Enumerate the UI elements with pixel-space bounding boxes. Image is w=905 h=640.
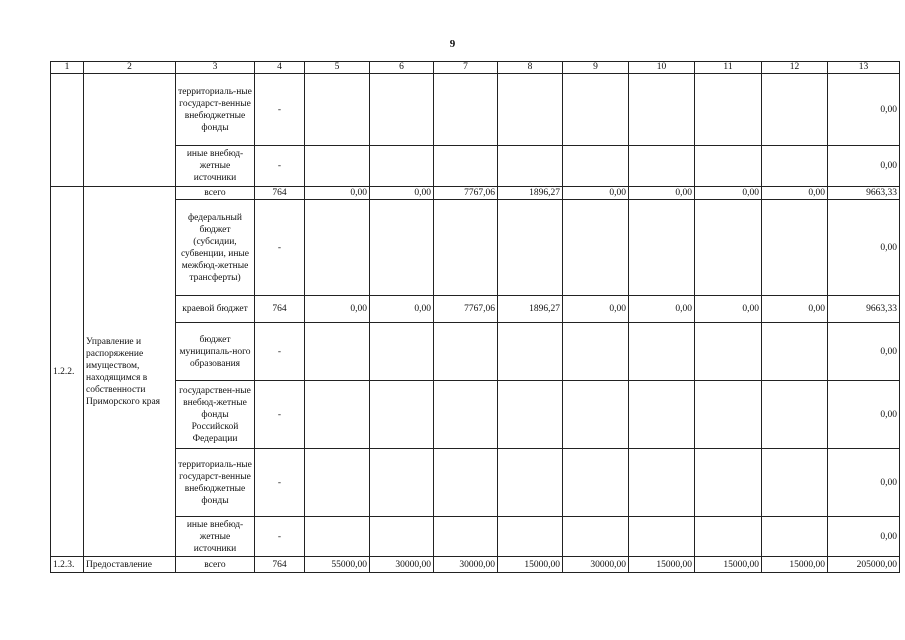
funding-source: федеральный бюджет (субсидии, субвенции, иные межбюд-жетные трансферты): [176, 200, 255, 296]
year-value: 0,00: [563, 296, 629, 323]
year-value: [762, 74, 828, 146]
year-value: [629, 449, 695, 517]
budget-code: -: [255, 146, 305, 187]
year-value: [629, 74, 695, 146]
year-value: [629, 517, 695, 557]
year-value: [434, 74, 498, 146]
funding-source: территориаль-ные государст-венные внебюджетные фонды: [176, 74, 255, 146]
table-row: [51, 557, 900, 573]
column-header: 7: [434, 62, 498, 74]
funding-source: всего: [176, 557, 255, 573]
table-row: [51, 296, 900, 323]
year-value: [305, 200, 370, 296]
year-value: [305, 74, 370, 146]
total-value: 9663,33: [828, 296, 900, 323]
year-value: 0,00: [695, 296, 762, 323]
year-value: 0,00: [370, 296, 434, 323]
column-header: 2: [84, 62, 176, 74]
year-value: [695, 517, 762, 557]
year-value: [762, 449, 828, 517]
total-value: 0,00: [828, 381, 900, 449]
year-value: [434, 381, 498, 449]
year-value: 0,00: [370, 187, 434, 200]
year-value: 15000,00: [762, 557, 828, 573]
year-value: [563, 200, 629, 296]
year-value: [305, 449, 370, 517]
total-value: 0,00: [828, 517, 900, 557]
year-value: [563, 74, 629, 146]
budget-code: 764: [255, 187, 305, 200]
total-value: 205000,00: [828, 557, 900, 573]
year-value: [370, 381, 434, 449]
column-header: 3: [176, 62, 255, 74]
year-value: [762, 517, 828, 557]
year-value: [434, 449, 498, 517]
year-value: [305, 381, 370, 449]
table-row: [51, 187, 900, 200]
table-row: [51, 449, 900, 517]
year-value: [434, 323, 498, 381]
year-value: 15000,00: [629, 557, 695, 573]
year-value: 0,00: [563, 187, 629, 200]
budget-code: -: [255, 517, 305, 557]
year-value: [563, 449, 629, 517]
year-value: [695, 449, 762, 517]
table-row: [51, 74, 900, 146]
year-value: [370, 517, 434, 557]
year-value: 0,00: [629, 296, 695, 323]
budget-code: 764: [255, 296, 305, 323]
budget-table: [50, 61, 900, 573]
year-value: [498, 74, 563, 146]
column-header: 13: [828, 62, 900, 74]
year-value: [434, 146, 498, 187]
year-value: 30000,00: [434, 557, 498, 573]
column-header: 4: [255, 62, 305, 74]
year-value: [695, 200, 762, 296]
item-name: Предоставление: [84, 557, 176, 573]
year-value: [629, 381, 695, 449]
year-value: [434, 200, 498, 296]
year-value: [563, 517, 629, 557]
name-cell: [84, 74, 176, 187]
header-row: [51, 62, 900, 74]
year-value: [762, 146, 828, 187]
year-value: [563, 381, 629, 449]
year-value: 0,00: [305, 296, 370, 323]
column-header: 11: [695, 62, 762, 74]
year-value: 0,00: [629, 187, 695, 200]
year-value: [762, 200, 828, 296]
year-value: [563, 146, 629, 187]
year-value: [762, 323, 828, 381]
year-value: 30000,00: [563, 557, 629, 573]
year-value: 1896,27: [498, 187, 563, 200]
year-value: [305, 517, 370, 557]
year-value: [434, 517, 498, 557]
item-code: 1.2.3.: [51, 557, 84, 573]
year-value: [498, 517, 563, 557]
year-value: 55000,00: [305, 557, 370, 573]
table-row: [51, 146, 900, 187]
table-row: [51, 517, 900, 557]
year-value: [370, 74, 434, 146]
year-value: 30000,00: [370, 557, 434, 573]
total-value: 0,00: [828, 146, 900, 187]
year-value: [305, 323, 370, 381]
year-value: [695, 74, 762, 146]
table-row: [51, 381, 900, 449]
column-header: 1: [51, 62, 84, 74]
budget-code: 764: [255, 557, 305, 573]
funding-source: всего: [176, 187, 255, 200]
total-value: 0,00: [828, 449, 900, 517]
budget-code: -: [255, 74, 305, 146]
year-value: [305, 146, 370, 187]
year-value: 1896,27: [498, 296, 563, 323]
year-value: 0,00: [305, 187, 370, 200]
funding-source: территориаль-ные государст-венные внебюджетные фонды: [176, 449, 255, 517]
year-value: [498, 381, 563, 449]
column-header: 12: [762, 62, 828, 74]
funding-source: иные внебюд-жетные источники: [176, 146, 255, 187]
column-header: 8: [498, 62, 563, 74]
year-value: [370, 449, 434, 517]
total-value: 0,00: [828, 200, 900, 296]
code-cell: [51, 74, 84, 187]
page-number: 9: [449, 38, 456, 50]
total-value: 0,00: [828, 74, 900, 146]
year-value: [498, 146, 563, 187]
year-value: 0,00: [695, 187, 762, 200]
column-header: 9: [563, 62, 629, 74]
year-value: 7767,06: [434, 187, 498, 200]
year-value: [498, 449, 563, 517]
year-value: [563, 323, 629, 381]
year-value: [629, 200, 695, 296]
year-value: [370, 146, 434, 187]
table-row: [51, 323, 900, 381]
funding-source: иные внебюд-жетные источники: [176, 517, 255, 557]
year-value: 0,00: [762, 187, 828, 200]
year-value: 15000,00: [695, 557, 762, 573]
budget-code: -: [255, 200, 305, 296]
budget-code: -: [255, 323, 305, 381]
item-code: 1.2.2.: [51, 187, 84, 557]
item-name: Управление и распоряжение имуществом, находящимся в собственности Приморского края: [84, 187, 176, 557]
year-value: [695, 381, 762, 449]
year-value: [762, 381, 828, 449]
year-value: [629, 323, 695, 381]
year-value: [370, 200, 434, 296]
year-value: [695, 323, 762, 381]
year-value: [629, 146, 695, 187]
column-header: 10: [629, 62, 695, 74]
year-value: 7767,06: [434, 296, 498, 323]
table-body: [51, 74, 900, 573]
budget-code: -: [255, 449, 305, 517]
column-header: 5: [305, 62, 370, 74]
funding-source: государствен-ные внебюд-жетные фонды Российской Федерации: [176, 381, 255, 449]
year-value: [370, 323, 434, 381]
table-row: [51, 200, 900, 296]
total-value: 9663,33: [828, 187, 900, 200]
year-value: [695, 146, 762, 187]
year-value: [498, 200, 563, 296]
year-value: 15000,00: [498, 557, 563, 573]
year-value: [498, 323, 563, 381]
funding-source: бюджет муниципаль-ного образования: [176, 323, 255, 381]
column-header: 6: [370, 62, 434, 74]
budget-code: -: [255, 381, 305, 449]
year-value: 0,00: [762, 296, 828, 323]
funding-source: краевой бюджет: [176, 296, 255, 323]
total-value: 0,00: [828, 323, 900, 381]
